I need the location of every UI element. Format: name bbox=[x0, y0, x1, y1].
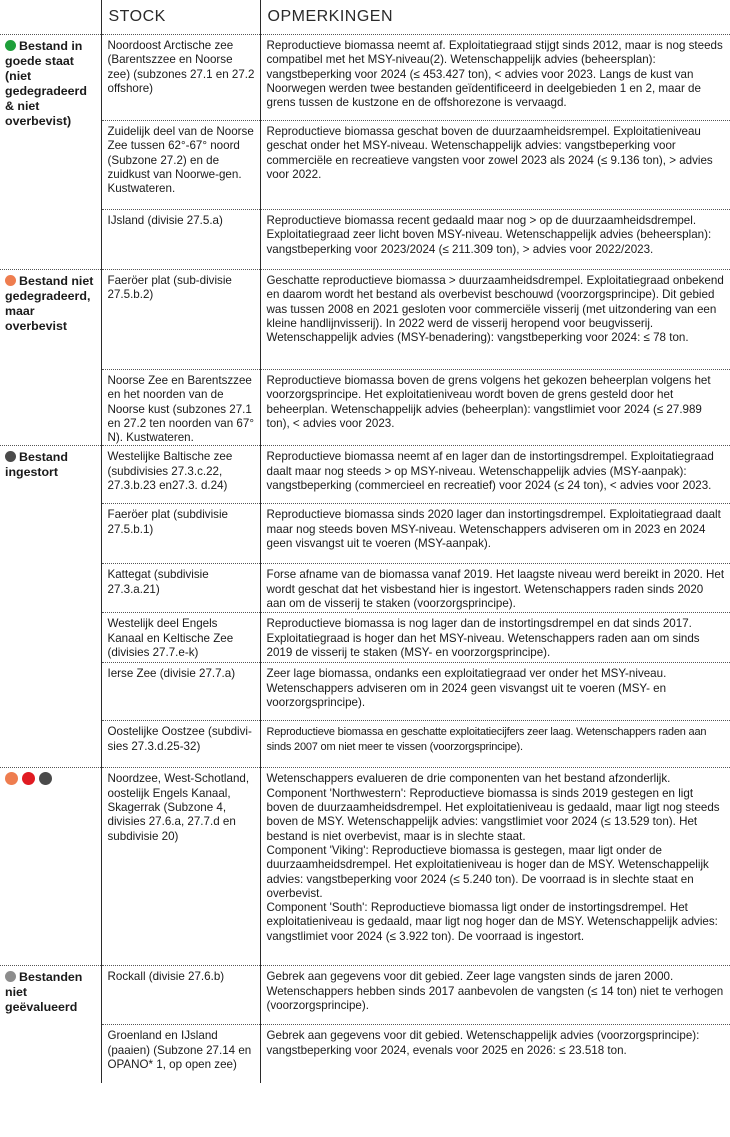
stock-cell: Rockall (divisie 27.6.b) bbox=[101, 966, 260, 1025]
remark-paragraph: Component 'Northwestern': Reproductieve biomassa is sinds 2019 gestegen en ligt boven de duurzaamheidsdrempel. Het exploitatieniveau is gedaald, maar ligt nog steeds boven de MSY. Wetenschappelijk advies: vangstlimiet voor 2024 (≤ 13.529 ton). Het bestand is niet overbevist, maar is in slechte staat. bbox=[266, 786, 720, 843]
remark-paragraph: Component 'Viking': Reproductieve biomassa is gestegen, maar ligt onder de duurzaamheidsdrempel. Het exploitatieniveau is hoger dan de MSY. Wetenschappelijk advies: vangstbeperking voor 2024 (≤ 5.240 ton). De voorraad is in slechte staat en overbevist. bbox=[266, 843, 709, 900]
remark-cell: Reproductieve biomassa en geschatte exploitatiecijfers zeer laag. Wetenschappers raden aan sinds 2007 om niet meer te vissen (voorzorgsprincipe). bbox=[260, 721, 730, 768]
stock-cell: Westelijk deel Engels Kanaal en Keltische Zee (divisies 27.7.e-k) bbox=[101, 613, 260, 663]
stock-cell: Zuidelijk deel van de Noorse Zee tussen 62°-67° noord (Subzone 27.2) en de zuidkust van Noorwe-gen. Kustwateren. bbox=[101, 121, 260, 210]
table-row bbox=[0, 446, 730, 504]
darkgrey-status-dot-icon bbox=[5, 451, 16, 462]
stock-cell: Noorse Zee en Barentszzee en het noorden van de Noorse kust (subzones 27.1 en 27.2 ten noorden van 67° N). Kustwateren. bbox=[101, 370, 260, 446]
stock-cell: Noordzee, West-Schotland, oostelijk Engels Kanaal, Skagerrak (Subzone 4, divisies 27.6.a, 27.7.d en subdivisie 20) bbox=[101, 768, 260, 966]
status-dots bbox=[5, 772, 98, 788]
table-row bbox=[0, 504, 730, 564]
status-label: Bestanden niet geëvalueerd bbox=[5, 970, 83, 1015]
stock-cell: Kattegat (subdivisie 27.3.a.21) bbox=[101, 564, 260, 613]
status-label: Bestand in goede staat (niet gedegradeerd & niet overbevist) bbox=[5, 39, 87, 128]
status-cell bbox=[0, 35, 101, 270]
remark-cell: Gebrek aan gegevens voor dit gebied. Wetenschappelijk advies (voorzorgsprincipe): vangstbeperking voor 2024, evenals voor 2025 en 2026: ≤ 23.518 ton. bbox=[260, 1025, 730, 1083]
remark-cell bbox=[260, 768, 730, 966]
stock-cell: IJsland (divisie 27.5.a) bbox=[101, 210, 260, 270]
table-row bbox=[0, 966, 730, 1025]
stock-cell: Groenland en IJsland (paaien) (Subzone 27.14 en OPANO* 1, op open zee) bbox=[101, 1025, 260, 1083]
stock-cell: Ierse Zee (divisie 27.7.a) bbox=[101, 663, 260, 721]
status-header bbox=[0, 0, 101, 35]
remark-cell: Reproductieve biomassa is nog lager dan de instortingsdrempel en dat sinds 2017. Exploitatiegraad is hoger dan het MSY-niveau. Wetenschappers raden aan om sinds 2019 de visserij te staken (MSY- en voorzorgsprincipe). bbox=[260, 613, 730, 663]
status-cell bbox=[0, 966, 101, 1083]
status-cell bbox=[0, 446, 101, 768]
table-row bbox=[0, 768, 730, 966]
status-cell bbox=[0, 270, 101, 446]
remark-paragraph: Wetenschappers evalueren de drie componenten van het bestand afzonderlijk. bbox=[266, 772, 671, 786]
header-row bbox=[0, 0, 730, 35]
stock-cell: Noordoost Arctische zee (Barentszzee en Noorse zee) (subzones 27.1 en 27.2 offshore) bbox=[101, 35, 260, 121]
remark-cell: Geschatte reproductieve biomassa > duurzaamheidsdrempel. Exploitatiegraad onbekend en daarom wordt het bestand als overbevist beschouwd (voorzorgsprincipe). Dit gebied was tussen 2008 en 2021 gesloten voor commerciële visserij (met uitzondering van een kleine handlijnvisserij). In 2022 werd de visserij heropend voor beugvisserij. Wetenschappelijk advies (MSY-benadering): vangstbeperking voor 2024: ≤ 78 ton. bbox=[260, 270, 730, 370]
table-row bbox=[0, 210, 730, 270]
remark-cell: Reproductieve biomassa neemt af. Exploitatiegraad stijgt sinds 2012, maar is nog steeds compatibel met het MSY-niveau(2). Wetenschappelijk advies (beheersplan): vangstbeperking voor 2024 (≤ 453.427 ton), < advies voor 2023. Langs de kust van Noorwegen werden twee bestanden geïdentificeerd in deelgebieden 1 en 2, maar de grens tussen de kustzone en de offshorezone is vervaagd. bbox=[260, 35, 730, 121]
status-cell bbox=[0, 768, 101, 966]
darkgrey-status-dot-icon bbox=[39, 772, 52, 785]
remark-cell: Reproductieve biomassa sinds 2020 lager dan instortingsdrempel. Exploitatiegraad daalt maar nog steeds boven MSY-niveau. Wetenschappers adviseren om in 2023 en 2024 geen visvangst uit te voeren (MSY-aanpak). bbox=[260, 504, 730, 564]
table-row bbox=[0, 121, 730, 210]
orange-status-dot-icon bbox=[5, 772, 18, 785]
remark-cell: Zeer lage biomassa, ondanks een exploitatiegraad ver onder het MSY-niveau. Wetenschappers adviseren om in 2024 geen visvangst uit te voeren (MSY- en voorzorgsprincipe). bbox=[260, 663, 730, 721]
remark-paragraph: Component 'South': Reproductieve biomassa ligt onder de instortingsdrempel. Het exploitatieniveau is gedaald, maar ligt nog hoger dan de MSY. Wetenschappelijk advies: vangstlimiet voor 2024 (≤ 3.922 ton). De voorraad is ingestort. bbox=[266, 901, 718, 943]
table-row bbox=[0, 613, 730, 663]
table-row bbox=[0, 35, 730, 121]
stock-cell: Oostelijke Oostzee (subdivi-sies 27.3.d.25-32) bbox=[101, 721, 260, 768]
table-row bbox=[0, 270, 730, 370]
table-row bbox=[0, 564, 730, 613]
remark-cell: Reproductieve biomassa recent gedaald maar nog > op de duurzaamheidsdrempel. Exploitatiegraad zeer licht boven MSY-niveau. Wetenschappelijk advies (beheersplan): vangstbeperking voor 2023/2024 (≤ 211.309 ton), > advies voor 2022/2023. bbox=[260, 210, 730, 270]
green-status-dot-icon bbox=[5, 40, 16, 51]
table-row bbox=[0, 663, 730, 721]
remark-cell: Reproductieve biomassa boven de grens volgens het gekozen beheerplan volgens het voorzorgsprincipe. Het exploitatieniveau wordt boven de grens gesteld door het beheerplan. Wetenschappelijk advies (beheerplan): vangstlimiet voor 2024 (≤ 27.989 ton), < advies voor 2023. bbox=[260, 370, 730, 446]
stock-header: STOCK bbox=[101, 0, 260, 35]
remark-cell: Reproductieve biomassa geschat boven de duurzaamheidsrempel. Exploitatieniveau geschat onder het MSY-niveau. Wetenschappelijk advies: vangstbeperking voor commerciële en recreatieve vangsten voor zowel 2023 als 2024 (≤ 9.136 ton), > advies voor 2022. bbox=[260, 121, 730, 210]
stock-cell: Faeröer plat (subdivisie 27.5.b.1) bbox=[101, 504, 260, 564]
orange-status-dot-icon bbox=[5, 275, 16, 286]
status-label: Bestand niet gedegradeerd, maar overbevist bbox=[5, 274, 94, 333]
remark-cell: Forse afname van de biomassa vanaf 2019. Het laagste niveau werd bereikt in 2020. Het wordt geschat dat het visbestand hier is ingestort. Wetenschappers raden sinds 2020 aan om de visserij te staken (voorzorgsprincipe). bbox=[260, 564, 730, 613]
red-status-dot-icon bbox=[22, 772, 35, 785]
remark-cell: Gebrek aan gegevens voor dit gebied. Zeer lage vangsten sinds de jaren 2000. Wetenschappers hebben sinds 2017 aanbevolen de vangsten (≤ 14 ton) niet te verhogen (voorzorgsprincipe). bbox=[260, 966, 730, 1025]
stock-cell: Westelijke Baltische zee (subdivisies 27.3.c.22, 27.3.b.23 en27.3. d.24) bbox=[101, 446, 260, 504]
remarks-header: OPMERKINGEN bbox=[267, 8, 394, 25]
grey-status-dot-icon bbox=[5, 971, 16, 982]
table-row bbox=[0, 1025, 730, 1083]
stock-cell: Faeröer plat (sub-divisie 27.5.b.2) bbox=[101, 270, 260, 370]
table-row bbox=[0, 721, 730, 768]
table-row bbox=[0, 370, 730, 446]
remark-cell: Reproductieve biomassa neemt af en lager dan de instortingsdrempel. Exploitatiegraad daalt maar nog steeds > op MSY-niveau. Wetenschappelijk advies (MSY-aanpak): vangstbeperking (commercieel en recreatief) voor 2024 (≤ 24 ton), < advies voor 2023. bbox=[260, 446, 730, 504]
status-label: Bestand ingestort bbox=[5, 450, 68, 480]
